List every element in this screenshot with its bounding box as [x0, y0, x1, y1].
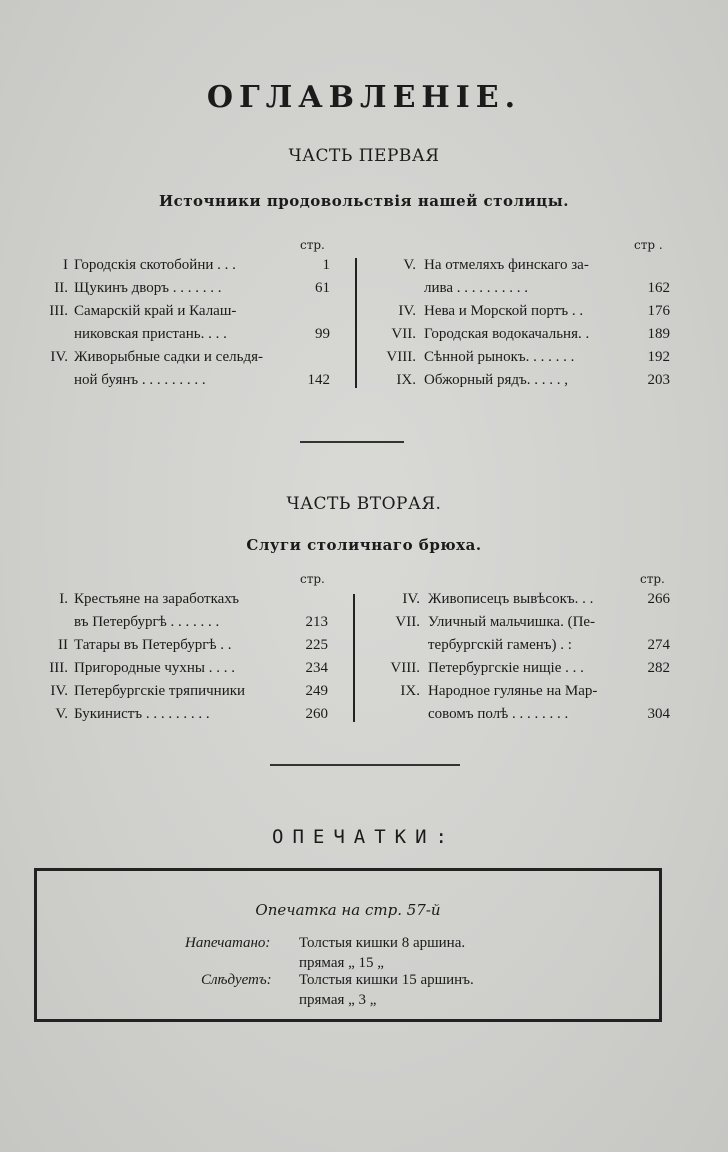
part1-left-page-label: стр.: [300, 238, 325, 252]
errata-heading: ОПЕЧАТКИ:: [272, 826, 456, 848]
toc-entry: IV. Живописецъ вывѣсокъ. . . 266: [402, 591, 670, 607]
column-divider: [353, 594, 355, 722]
printed-line-1: Толстыя кишки 8 аршина.: [299, 935, 466, 951]
toc-entry: IX. Народное гулянье на Мар-: [400, 683, 598, 699]
toc-entry: II Татары въ Петербургѣ . . 225: [58, 637, 328, 653]
column-divider: [355, 258, 357, 388]
part1-heading: ЧАСТЬ ПЕРВАЯ: [288, 146, 440, 166]
toc-entry: III. Самарскій край и Калаш-: [49, 303, 237, 319]
part1-left-column: [36, 254, 330, 392]
errata-box: [34, 868, 662, 1022]
part1-subtitle: Источники продовольствія нашей столицы.: [158, 192, 570, 210]
toc-entry: совомъ полѣ . . . . . . . . 304: [428, 706, 670, 722]
part1-right-page-label: стр .: [634, 238, 663, 252]
part2-left-column: [36, 588, 328, 726]
section-divider: [270, 764, 460, 766]
toc-entry: IV. Живорыбные садки и сельдя-: [50, 349, 263, 365]
toc-entry: V. На отмеляхъ финскаго за-: [403, 257, 589, 273]
toc-entry: въ Петербургѣ . . . . . . . 213: [74, 614, 328, 630]
toc-entry: IV. Петербургскіе тряпичники 249: [50, 683, 328, 699]
toc-entry: I. Крестьяне на заработкахъ: [59, 591, 239, 607]
toc-entry: VIII. Сѣнной рынокъ. . . . . . . 192: [386, 349, 670, 365]
toc-entry: ной буянъ . . . . . . . . . 142: [74, 372, 330, 388]
toc-entry: лива . . . . . . . . . . 162: [424, 280, 670, 296]
printed-label: Напечатано:: [185, 935, 271, 951]
toc-entry: VII. Уличный мальчишка. (Пе-: [395, 614, 596, 630]
errata-box-title: Опечатка на стр. 57-й: [255, 901, 441, 919]
part2-right-column: [366, 588, 670, 726]
toc-entry: IV. Нева и Морской портъ . . 176: [398, 303, 670, 319]
toc-entry: VII. Городская водокачальня. . 189: [391, 326, 670, 342]
part2-left-page-label: стр.: [300, 572, 325, 586]
part2-heading: ЧАСТЬ ВТОРАЯ.: [286, 494, 442, 514]
page-title: ОГЛАВЛЕНІЕ.: [206, 80, 522, 115]
toc-entry: тербургскій гаменъ) . : 274: [428, 637, 670, 653]
part1-right-column: [366, 254, 670, 392]
part2-right-page-label: стр.: [640, 572, 665, 586]
toc-entry: IX. Обжорный рядъ. . . . . , 203: [396, 372, 670, 388]
section-divider: [300, 441, 404, 443]
printed-line-2: прямая „ 15 „: [299, 955, 384, 971]
toc-entry: V. Букинистъ . . . . . . . . . 260: [55, 706, 328, 722]
toc-entry: I Городскія скотобойни . . . 1: [63, 257, 330, 273]
toc-entry: II. Щукинъ дворъ . . . . . . . 61: [54, 280, 330, 296]
should-line-1: Толстыя кишки 15 аршинъ.: [299, 972, 474, 988]
should-label: Слѣдуетъ:: [201, 972, 272, 988]
toc-entry: III. Пригородные чухны . . . . 234: [49, 660, 328, 676]
should-line-2: прямая „ 3 „: [299, 992, 377, 1008]
part2-subtitle: Слуги столичнаго брюха.: [246, 536, 482, 554]
toc-entry: VIII. Петербургскіе нищіе . . . 282: [390, 660, 670, 676]
toc-entry: никовская пристань. . . . 99: [74, 326, 330, 342]
